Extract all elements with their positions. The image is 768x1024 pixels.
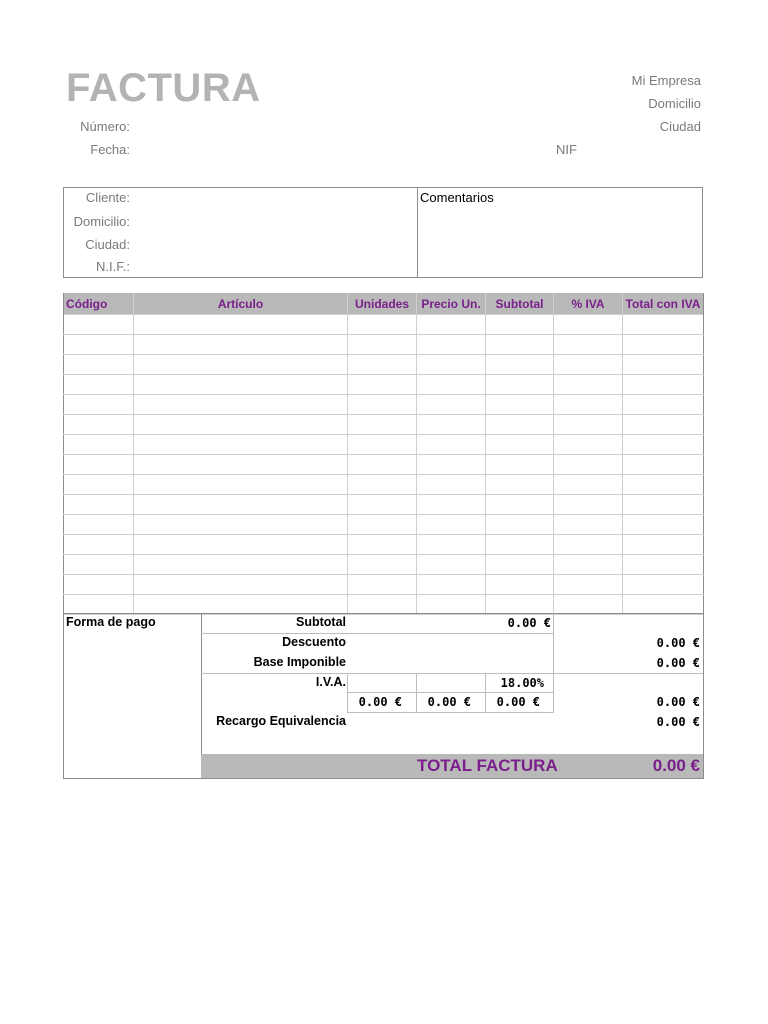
table-cell[interactable] <box>134 335 348 355</box>
table-cell[interactable] <box>623 475 704 495</box>
table-row <box>64 555 704 575</box>
table-cell[interactable] <box>486 375 554 395</box>
table-cell[interactable] <box>417 375 486 395</box>
table-cell[interactable] <box>486 435 554 455</box>
table-cell[interactable] <box>134 395 348 415</box>
domicilio-label: Domicilio: <box>73 214 130 229</box>
table-row <box>64 355 704 375</box>
table-cell[interactable] <box>417 515 486 535</box>
table-cell[interactable] <box>554 455 623 475</box>
iva-total-value: 0.00 € <box>656 695 700 709</box>
table-cell[interactable] <box>417 395 486 415</box>
table-cell[interactable] <box>64 435 134 455</box>
iva-rate: 18.00% <box>500 676 544 690</box>
table-cell[interactable] <box>348 395 417 415</box>
column-header-unidades: Unidades <box>348 293 417 315</box>
table-cell[interactable] <box>348 515 417 535</box>
table-cell[interactable] <box>623 315 704 335</box>
subtotal-value: 0.00 € <box>507 616 551 630</box>
table-cell[interactable] <box>486 515 554 535</box>
numero-label: Número: <box>80 119 130 134</box>
table-cell[interactable] <box>417 535 486 555</box>
table-cell[interactable] <box>417 355 486 375</box>
fecha-label: Fecha: <box>90 142 130 157</box>
table-cell[interactable] <box>554 575 623 595</box>
total-invoice-label: TOTAL FACTURA <box>417 756 558 775</box>
iva-value-1: 0.00 € <box>358 695 402 709</box>
column-header-subtotal: Subtotal <box>486 293 554 315</box>
table-cell[interactable] <box>348 555 417 575</box>
table-cell[interactable] <box>486 395 554 415</box>
table-cell[interactable] <box>417 455 486 475</box>
totals-top-border <box>63 613 704 614</box>
table-cell[interactable] <box>623 535 704 555</box>
table-cell[interactable] <box>486 595 554 615</box>
table-cell[interactable] <box>134 495 348 515</box>
table-row <box>64 435 704 455</box>
column-header-precio: Precio Un. <box>417 293 486 315</box>
table-cell[interactable] <box>348 415 417 435</box>
table-cell[interactable] <box>64 375 134 395</box>
table-cell[interactable] <box>417 555 486 575</box>
table-cell[interactable] <box>486 335 554 355</box>
table-row <box>64 375 704 395</box>
table-cell[interactable] <box>417 315 486 335</box>
table-cell[interactable] <box>554 475 623 495</box>
table-cell[interactable] <box>486 495 554 515</box>
column-header-articulo: Artículo <box>134 293 348 315</box>
ciudad-label: Ciudad: <box>85 237 130 252</box>
table-cell[interactable] <box>417 335 486 355</box>
table-cell[interactable] <box>348 355 417 375</box>
table-cell[interactable] <box>486 535 554 555</box>
table-row <box>64 315 704 335</box>
company-nif-label: NIF <box>556 142 577 157</box>
table-cell[interactable] <box>417 415 486 435</box>
table-cell[interactable] <box>134 535 348 555</box>
base-row-line <box>201 673 703 674</box>
table-cell[interactable] <box>134 355 348 375</box>
table-cell[interactable] <box>348 475 417 495</box>
table-cell[interactable] <box>554 355 623 375</box>
table-cell[interactable] <box>417 575 486 595</box>
table-cell[interactable] <box>348 535 417 555</box>
table-cell[interactable] <box>554 415 623 435</box>
table-cell[interactable] <box>623 375 704 395</box>
iva-label: I.V.A. <box>315 675 346 689</box>
table-cell[interactable] <box>134 435 348 455</box>
table-cell[interactable] <box>554 375 623 395</box>
company-name: Mi Empresa <box>631 73 701 88</box>
table-row <box>64 575 704 595</box>
table-cell[interactable] <box>486 315 554 335</box>
table-row <box>64 395 704 415</box>
table-cell[interactable] <box>554 535 623 555</box>
iva-bottom-line <box>347 712 554 713</box>
table-cell[interactable] <box>554 555 623 575</box>
table-cell[interactable] <box>623 515 704 535</box>
table-cell[interactable] <box>486 415 554 435</box>
table-cell[interactable] <box>348 335 417 355</box>
subtotal-row-line <box>201 633 554 634</box>
table-cell[interactable] <box>486 475 554 495</box>
table-cell[interactable] <box>64 495 134 515</box>
discount-value: 0.00 € <box>656 636 700 650</box>
table-cell[interactable] <box>348 575 417 595</box>
iva-mid-line <box>347 692 554 693</box>
recargo-label: Recargo Equivalencia <box>216 714 346 728</box>
table-cell[interactable] <box>417 495 486 515</box>
table-cell[interactable] <box>417 595 486 615</box>
table-cell[interactable] <box>348 375 417 395</box>
base-label: Base Imponible <box>253 655 346 669</box>
table-cell[interactable] <box>64 315 134 335</box>
table-row <box>64 495 704 515</box>
table-cell[interactable] <box>623 395 704 415</box>
table-cell[interactable] <box>134 375 348 395</box>
table-cell[interactable] <box>554 595 623 615</box>
payment-method-label: Forma de pago <box>66 615 156 629</box>
table-row <box>64 335 704 355</box>
iva-col-line-4 <box>553 613 554 713</box>
table-cell[interactable] <box>554 495 623 515</box>
cliente-label: Cliente: <box>85 190 130 205</box>
table-row <box>64 515 704 535</box>
table-cell[interactable] <box>348 495 417 515</box>
table-row <box>64 455 704 475</box>
table-cell[interactable] <box>623 335 704 355</box>
table-cell[interactable] <box>64 335 134 355</box>
table-cell[interactable] <box>64 355 134 375</box>
discount-label: Descuento <box>282 635 346 649</box>
company-city: Ciudad <box>659 119 701 134</box>
table-cell[interactable] <box>134 455 348 475</box>
table-row <box>64 415 704 435</box>
table-cell[interactable] <box>486 455 554 475</box>
column-header-total-iva: Total con IVA <box>623 293 704 315</box>
totals-left-border <box>63 613 64 779</box>
iva-value-2: 0.00 € <box>427 695 471 709</box>
table-cell[interactable] <box>134 315 348 335</box>
table-cell[interactable] <box>623 575 704 595</box>
base-value: 0.00 € <box>656 656 700 670</box>
table-cell[interactable] <box>134 515 348 535</box>
table-cell[interactable] <box>134 595 348 615</box>
table-cell[interactable] <box>417 475 486 495</box>
comments-label: Comentarios <box>420 190 494 205</box>
invoice-title: FACTURA <box>66 66 261 110</box>
column-header-iva: % IVA <box>554 293 623 315</box>
table-cell[interactable] <box>64 475 134 495</box>
table-row <box>64 535 704 555</box>
client-divider <box>417 187 418 278</box>
table-cell[interactable] <box>623 355 704 375</box>
table-cell[interactable] <box>486 355 554 375</box>
table-cell[interactable] <box>64 515 134 535</box>
table-cell[interactable] <box>348 595 417 615</box>
table-cell[interactable] <box>623 435 704 455</box>
table-cell[interactable] <box>348 315 417 335</box>
table-cell[interactable] <box>554 315 623 335</box>
table-cell[interactable] <box>554 335 623 355</box>
table-cell[interactable] <box>348 435 417 455</box>
table-cell[interactable] <box>64 575 134 595</box>
table-cell[interactable] <box>486 555 554 575</box>
client-nif-label: N.I.F.: <box>96 259 130 274</box>
items-table <box>63 293 704 615</box>
total-invoice-value: 0.00 € <box>652 756 700 775</box>
totals-right-border <box>703 613 704 779</box>
table-cell[interactable] <box>134 575 348 595</box>
client-box <box>63 187 703 278</box>
table-cell[interactable] <box>623 555 704 575</box>
column-header-codigo: Código <box>64 293 134 315</box>
table-cell[interactable] <box>64 395 134 415</box>
table-cell[interactable] <box>623 495 704 515</box>
table-cell[interactable] <box>134 415 348 435</box>
table-cell[interactable] <box>554 395 623 415</box>
table-cell[interactable] <box>554 515 623 535</box>
table-cell[interactable] <box>554 435 623 455</box>
table-cell[interactable] <box>64 455 134 475</box>
table-cell[interactable] <box>623 455 704 475</box>
company-address: Domicilio <box>648 96 701 111</box>
table-cell[interactable] <box>64 555 134 575</box>
table-cell[interactable] <box>417 435 486 455</box>
items-header-row <box>64 293 704 315</box>
table-cell[interactable] <box>623 595 704 615</box>
subtotal-label: Subtotal <box>296 615 346 629</box>
table-cell[interactable] <box>134 475 348 495</box>
table-row <box>64 595 704 615</box>
table-cell[interactable] <box>64 415 134 435</box>
table-cell[interactable] <box>134 555 348 575</box>
table-cell[interactable] <box>348 455 417 475</box>
iva-value-3: 0.00 € <box>496 695 540 709</box>
table-row <box>64 475 704 495</box>
table-cell[interactable] <box>486 575 554 595</box>
recargo-value: 0.00 € <box>656 715 700 729</box>
table-cell[interactable] <box>64 595 134 615</box>
table-cell[interactable] <box>64 535 134 555</box>
totals-bottom-border <box>63 778 704 779</box>
table-cell[interactable] <box>623 415 704 435</box>
